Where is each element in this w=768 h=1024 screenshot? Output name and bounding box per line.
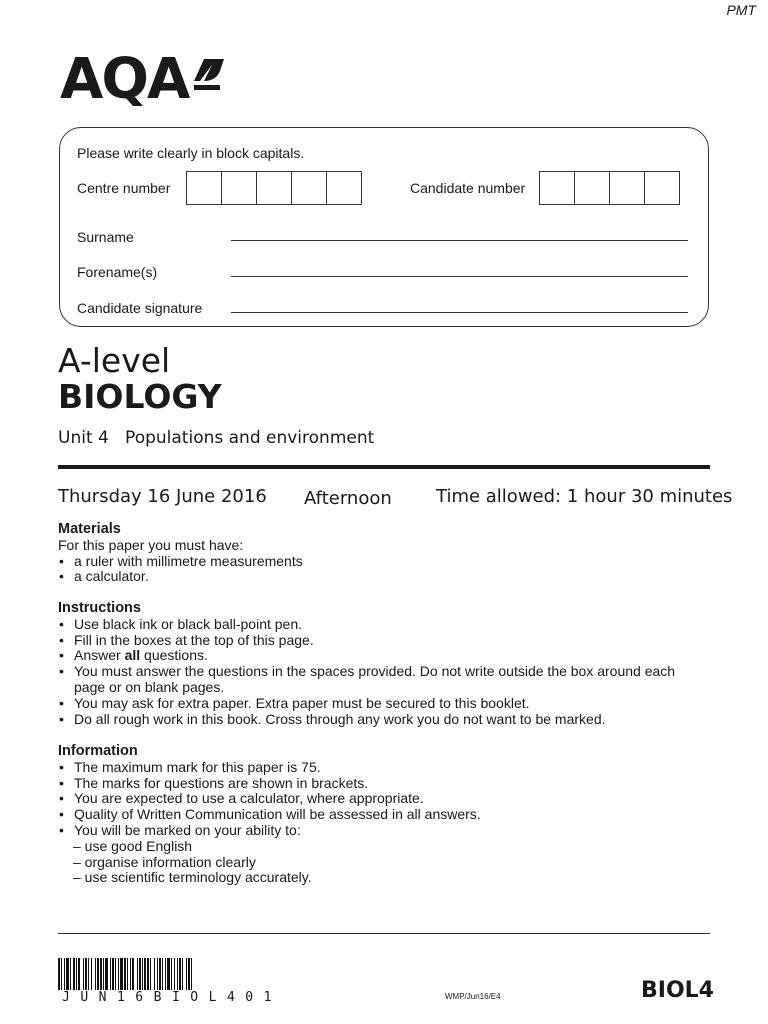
materials-intro: For this paper you must have:: [58, 536, 244, 553]
candidate-number-boxes[interactable]: [540, 171, 680, 205]
surname-field[interactable]: [231, 240, 688, 241]
instructions-section: [58, 601, 708, 727]
candidate-number-cell[interactable]: [609, 171, 645, 205]
candidate-number-label: Candidate number: [410, 180, 526, 196]
answer-suffix: questions.: [144, 647, 208, 664]
centre-number-cell[interactable]: [256, 171, 292, 205]
aqa-leaf-icon: [190, 55, 226, 91]
block-capitals-instruction: Please write clearly in block capitals.: [77, 145, 305, 161]
barcode-text: JUN16BIOL401: [62, 990, 282, 1005]
qualification-level: A-level: [58, 341, 171, 380]
list-item: • You will be marked on your ability to:: [74, 823, 708, 839]
sub-item: – use scientific terminology accurately.: [73, 869, 312, 886]
centre-number-boxes[interactable]: [187, 171, 362, 205]
corner-mark: PMT: [726, 2, 756, 18]
candidate-number-cell[interactable]: [539, 171, 575, 205]
subject-title: BIOLOGY: [58, 377, 222, 416]
answer-prefix: Answer: [74, 647, 121, 664]
materials-heading: Materials: [58, 521, 121, 537]
list-item: • Fill in the boxes at the top of this page.: [74, 633, 708, 649]
list-item: • You may ask for extra paper. Extra paper must be secured to this booklet.: [74, 696, 708, 712]
information-heading: Information: [58, 743, 138, 759]
information-list: [58, 760, 708, 839]
signature-label: Candidate signature: [77, 300, 203, 316]
list-item: • Do all rough work in this book. Cross through any work you do not want to be marked.: [74, 712, 708, 728]
list-item: [74, 648, 708, 664]
list-item: • The marks for questions are shown in brackets.: [74, 776, 708, 792]
title-divider: [58, 465, 710, 469]
reference-code: WMP/Jun16/E4: [445, 992, 501, 1001]
materials-list: [58, 554, 708, 586]
exam-session: Afternoon: [304, 488, 392, 509]
candidate-number-cell[interactable]: [644, 171, 680, 205]
answer-emphasis: all: [124, 647, 141, 664]
forename-label: Forename(s): [77, 264, 158, 280]
surname-label: Surname: [77, 229, 134, 245]
centre-number-cell[interactable]: [291, 171, 327, 205]
aqa-logo: AQA: [60, 47, 189, 112]
list-item: • a calculator.: [74, 569, 708, 585]
centre-number-cell[interactable]: [186, 171, 222, 205]
list-item: • You must answer the questions in the spaces provided. Do not write outside the box around each page or on blank pages.: [74, 664, 708, 696]
sub-item: – organise information clearly: [73, 853, 256, 870]
exam-date: Thursday 16 June 2016: [58, 486, 267, 507]
unit-title: Populations and environment: [125, 428, 375, 448]
unit-number: Unit 4: [58, 428, 109, 448]
paper-code: BIOL4: [641, 978, 714, 1003]
footer-divider: [58, 933, 710, 934]
materials-section: [58, 522, 708, 585]
centre-number-cell[interactable]: [221, 171, 257, 205]
instructions-list: [58, 617, 708, 728]
list-item: • Use black ink or black ball-point pen.: [74, 617, 708, 633]
barcode-stripe: [192, 958, 194, 990]
unit-line: [58, 428, 374, 448]
instructions-heading: Instructions: [58, 600, 141, 616]
signature-field[interactable]: [231, 312, 688, 313]
candidate-number-cell[interactable]: [574, 171, 610, 205]
sub-item: – use good English: [73, 837, 193, 854]
centre-number-label: Centre number: [77, 180, 171, 196]
list-item: • The maximum mark for this paper is 75.: [74, 760, 708, 776]
information-section: [58, 744, 708, 886]
list-item: • a ruler with millimetre measurements: [74, 554, 708, 570]
forename-field[interactable]: [231, 276, 688, 277]
time-allowed: Time allowed: 1 hour 30 minutes: [436, 486, 733, 507]
barcode: [58, 958, 304, 990]
list-item: • Quality of Written Communication will be assessed in all answers.: [74, 807, 708, 823]
centre-number-cell[interactable]: [326, 171, 362, 205]
list-item: • You are expected to use a calculator, where appropriate.: [74, 791, 708, 807]
